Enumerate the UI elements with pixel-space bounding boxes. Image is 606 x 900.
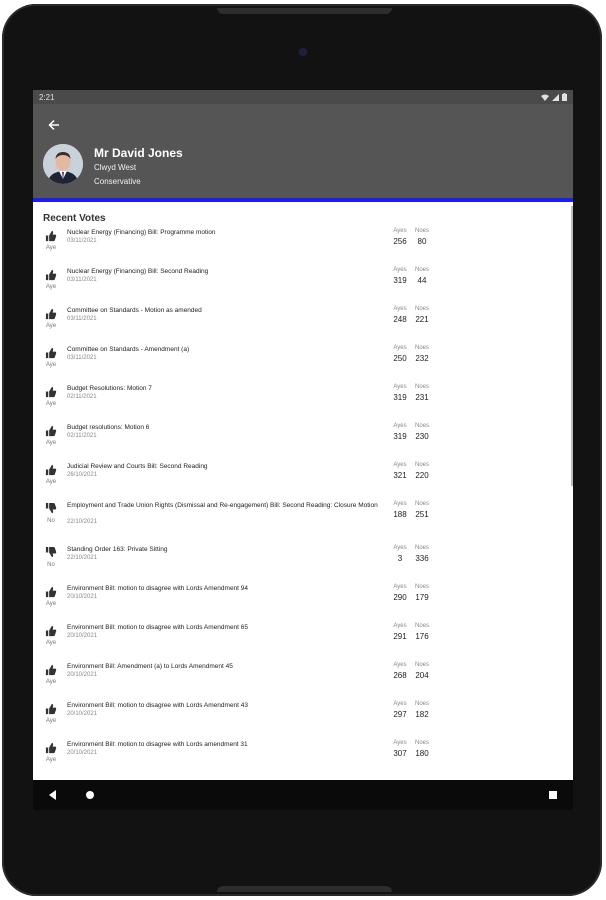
- noes-label: Noes: [414, 623, 429, 629]
- noes-label: Noes: [414, 345, 429, 351]
- vote-row[interactable]: [43, 384, 573, 423]
- vote-result: Aye: [45, 323, 57, 329]
- vote-row[interactable]: [43, 662, 573, 701]
- noes-label: Noes: [414, 228, 429, 234]
- noes-count: 221: [415, 315, 429, 324]
- member-constituency: Clwyd West: [94, 163, 137, 172]
- noes-count: 231: [415, 393, 429, 402]
- thumb-up-icon: [45, 664, 57, 676]
- vote-title: Budget Resolutions: Motion 7: [67, 385, 152, 392]
- vote-title: Environment Bill: motion to disagree with Lords amendment 31: [67, 741, 248, 748]
- vote-result: Aye: [45, 401, 57, 407]
- ayes-label: Ayes: [393, 501, 407, 507]
- ayes-label: Ayes: [393, 267, 407, 273]
- ayes-count: 319: [393, 432, 407, 441]
- vote-row[interactable]: [43, 701, 573, 740]
- noes-label: Noes: [414, 423, 429, 429]
- member-party: Conservative: [94, 177, 141, 186]
- status-icons: [541, 93, 567, 101]
- tablet-top-notch: [217, 8, 392, 14]
- ayes-count: 319: [393, 276, 407, 285]
- vote-row[interactable]: [43, 462, 573, 501]
- ayes-label: Ayes: [393, 740, 407, 746]
- noes-count: 179: [415, 593, 429, 602]
- thumb-up-icon: [45, 230, 57, 242]
- vote-result: No: [47, 562, 55, 568]
- signal-icon: [552, 94, 559, 101]
- vote-date: 20/10/2021: [67, 711, 98, 717]
- vote-date: 02/11/2021: [67, 433, 97, 439]
- ayes-label: Ayes: [393, 462, 407, 468]
- votes-content: [33, 213, 573, 779]
- ayes-label: Ayes: [393, 701, 407, 707]
- vote-row[interactable]: [43, 584, 573, 623]
- vote-title: Standing Order 163: Private Sitting: [67, 546, 168, 553]
- thumb-up-icon: [45, 464, 57, 476]
- section-title: Recent Votes: [43, 213, 106, 224]
- noes-label: Noes: [414, 662, 429, 668]
- vote-row[interactable]: [43, 228, 573, 267]
- thumb-up-icon: [45, 586, 57, 598]
- scrollbar[interactable]: [571, 206, 573, 486]
- noes-label: Noes: [414, 306, 429, 312]
- vote-title: Environment Bill: motion to disagree with Lords Amendment 65: [67, 624, 249, 631]
- header-accent-line: [33, 198, 573, 202]
- vote-result: Aye: [45, 640, 57, 646]
- noes-count: 80: [417, 237, 427, 246]
- tablet-bottom-notch: [217, 886, 392, 892]
- noes-count: 220: [415, 471, 429, 480]
- vote-title: Environment Bill: motion to disagree with Lords Amendment 43: [67, 702, 249, 709]
- votes-list: [43, 228, 573, 779]
- vote-title: Committee on Standards - Motion as amended: [67, 307, 202, 314]
- vote-date: 20/10/2021: [67, 594, 98, 600]
- thumb-down-icon: [45, 547, 57, 559]
- vote-date: 20/10/2021: [67, 672, 98, 678]
- arrow-back-icon: [48, 119, 60, 131]
- noes-count: 176: [415, 632, 429, 641]
- vote-result: Aye: [45, 479, 57, 485]
- ayes-count: 3: [397, 554, 403, 563]
- vote-date: 03/11/2021: [67, 355, 97, 361]
- noes-label: Noes: [414, 584, 429, 590]
- noes-label: Noes: [414, 267, 429, 273]
- noes-label: Noes: [414, 501, 429, 507]
- thumb-up-icon: [45, 308, 57, 320]
- vote-result: Aye: [45, 362, 57, 368]
- ayes-count: 319: [393, 393, 407, 402]
- vote-result: Aye: [45, 440, 57, 446]
- app-screen: [33, 90, 573, 810]
- vote-date: 22/10/2021: [67, 519, 98, 525]
- vote-row[interactable]: [43, 345, 573, 384]
- vote-date: 26/10/2021: [67, 472, 98, 478]
- ayes-count: 307: [393, 749, 407, 758]
- member-avatar: [43, 144, 83, 184]
- vote-date: 20/10/2021: [67, 633, 98, 639]
- ayes-label: Ayes: [393, 584, 407, 590]
- vote-date: 02/11/2021: [67, 394, 97, 400]
- noes-label: Noes: [414, 701, 429, 707]
- vote-date: 03/11/2021: [67, 277, 97, 283]
- vote-title: Employment and Trade Union Rights (Dismissal and Re-engagement) Bill: Second Reading: Closure Motion: [67, 502, 378, 509]
- noes-label: Noes: [414, 740, 429, 746]
- vote-title: Judicial Review and Courts Bill: Second Reading: [67, 463, 208, 470]
- vote-row[interactable]: [43, 623, 573, 662]
- ayes-count: 248: [393, 315, 407, 324]
- wifi-icon: [541, 94, 549, 101]
- vote-result: Aye: [45, 718, 57, 724]
- ayes-count: 291: [393, 632, 407, 641]
- vote-title: Environment Bill: Amendment (a) to Lords Amendment 45: [67, 663, 233, 670]
- thumb-up-icon: [45, 386, 57, 398]
- system-nav-bar: [33, 780, 573, 810]
- ayes-label: Ayes: [393, 423, 407, 429]
- noes-count: 251: [415, 510, 429, 519]
- noes-count: 180: [415, 749, 429, 758]
- vote-row[interactable]: [43, 501, 573, 545]
- noes-label: Noes: [414, 545, 429, 551]
- status-time: 2:21: [39, 92, 55, 102]
- ayes-count: 188: [393, 510, 407, 519]
- status-bar: [33, 90, 573, 104]
- nav-recents-icon[interactable]: [549, 791, 557, 799]
- vote-date: 22/10/2021: [67, 555, 98, 561]
- vote-date: 20/10/2021: [67, 750, 98, 756]
- vote-date: 03/11/2021: [67, 238, 97, 244]
- battery-icon: [562, 93, 567, 101]
- vote-row[interactable]: [43, 267, 573, 306]
- back-button[interactable]: [45, 116, 63, 134]
- ayes-count: 290: [393, 593, 407, 602]
- nav-home-icon[interactable]: [86, 791, 94, 799]
- vote-title: Committee on Standards - Amendment (a): [67, 346, 190, 353]
- noes-label: Noes: [414, 462, 429, 468]
- ayes-label: Ayes: [393, 384, 407, 390]
- thumb-up-icon: [45, 269, 57, 281]
- ayes-count: 268: [393, 671, 407, 680]
- vote-result: Aye: [45, 245, 57, 251]
- vote-result: Aye: [45, 284, 57, 290]
- ayes-label: Ayes: [393, 623, 407, 629]
- ayes-count: 250: [393, 354, 407, 363]
- noes-count: 204: [415, 671, 429, 680]
- ayes-count: 256: [393, 237, 407, 246]
- ayes-label: Ayes: [393, 228, 407, 234]
- thumb-up-icon: [45, 703, 57, 715]
- vote-date: 03/11/2021: [67, 316, 97, 322]
- noes-count: 44: [417, 276, 427, 285]
- vote-result: No: [47, 518, 55, 524]
- vote-title: Budget resolutions: Motion 6: [67, 424, 150, 431]
- front-camera: [300, 49, 306, 55]
- thumb-down-icon: [45, 503, 57, 515]
- noes-count: 232: [415, 354, 429, 363]
- ayes-label: Ayes: [393, 345, 407, 351]
- noes-count: 230: [415, 432, 429, 441]
- noes-count: 182: [415, 710, 429, 719]
- thumb-up-icon: [45, 625, 57, 637]
- vote-row[interactable]: [43, 545, 573, 584]
- vote-result: Aye: [45, 601, 57, 607]
- vote-result: Aye: [45, 757, 57, 763]
- noes-count: 336: [415, 554, 429, 563]
- noes-label: Noes: [414, 384, 429, 390]
- member-name: Mr David Jones: [94, 146, 183, 160]
- thumb-up-icon: [45, 742, 57, 754]
- thumb-up-icon: [45, 425, 57, 437]
- vote-row[interactable]: [43, 423, 573, 462]
- ayes-label: Ayes: [393, 545, 407, 551]
- nav-back-icon[interactable]: [49, 790, 56, 800]
- vote-row[interactable]: [43, 740, 573, 779]
- ayes-count: 297: [393, 710, 407, 719]
- ayes-label: Ayes: [393, 306, 407, 312]
- vote-title: Environment Bill: motion to disagree with Lords Amendment 94: [67, 585, 249, 592]
- thumb-up-icon: [45, 347, 57, 359]
- vote-result: Aye: [45, 679, 57, 685]
- vote-title: Nuclear Energy (Financing) Bill: Programme motion: [67, 229, 216, 236]
- member-header: [33, 104, 573, 198]
- vote-row[interactable]: [43, 306, 573, 345]
- vote-title: Nuclear Energy (Financing) Bill: Second Reading: [67, 268, 209, 275]
- ayes-label: Ayes: [393, 662, 407, 668]
- ayes-count: 321: [393, 471, 407, 480]
